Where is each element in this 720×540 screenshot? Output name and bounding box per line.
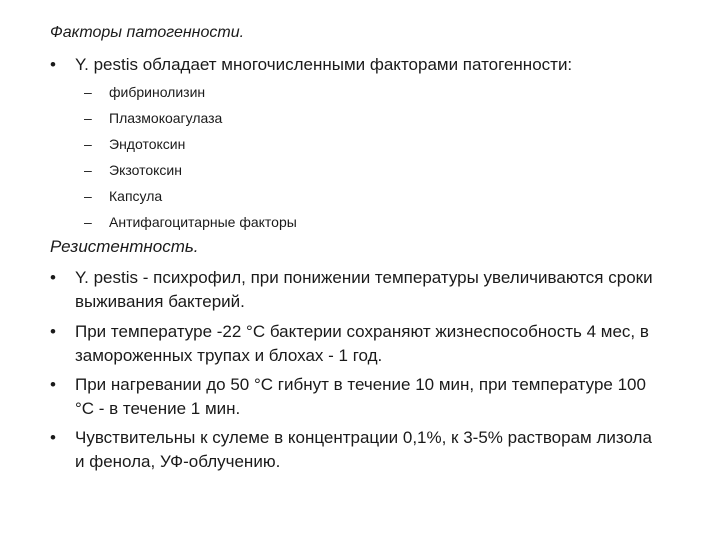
bullet-marker: • — [50, 268, 56, 287]
resistance-point-text: Чувствительны к сулеме в концентрации 0,1%, к 3-5% растворам лизола и фенола, УФ-облучению. — [75, 428, 652, 471]
list-item-text: Плазмокоагулаза — [109, 110, 223, 126]
resistance-point — [50, 266, 665, 314]
list-item-text: Капсула — [109, 188, 163, 204]
dash-marker: – — [84, 136, 92, 152]
dash-marker: – — [84, 214, 92, 230]
resistance-point — [50, 373, 665, 421]
section-title-text: Факторы патогенности — [50, 24, 240, 41]
section-title-resistance: Резистентность. — [50, 237, 199, 256]
dash-marker: – — [84, 188, 92, 204]
section-title-suffix: . — [239, 24, 245, 41]
resistance-point-text: При температуре -22 °С бактерии сохраняют жизнеспособность 4 мес, в замороженных трупах и блохах - 1 год. — [75, 322, 649, 365]
dash-marker: – — [84, 110, 92, 126]
dash-marker: – — [84, 162, 92, 178]
dash-marker: – — [84, 84, 92, 100]
list-item-text: фибринолизин — [109, 84, 206, 100]
resistance-point — [50, 426, 665, 474]
bullet-marker: • — [50, 322, 56, 341]
resistance-point-text: Y. pestis - психрофил, при понижении температуры увеличиваются сроки выживания бактерий. — [75, 268, 653, 311]
resistance-point-text: При нагревании до 50 °С гибнут в течение 10 мин, при температуре 100 °С - в течение 1 мин. — [75, 375, 646, 418]
list-item-text: Эндотоксин — [109, 136, 186, 152]
bullet-marker: • — [50, 375, 56, 394]
section-title-pathogenicity — [50, 24, 244, 42]
list-item-text: Экзотоксин — [109, 162, 182, 178]
list-item-text: Антифагоцитарные факторы — [109, 214, 297, 230]
bullet-marker: • — [50, 428, 56, 447]
resistance-point — [50, 320, 665, 368]
intro-bullet-text: Y. pestis обладает многочисленными факторами патогенности: — [75, 55, 573, 74]
bullet-marker: • — [50, 55, 56, 74]
